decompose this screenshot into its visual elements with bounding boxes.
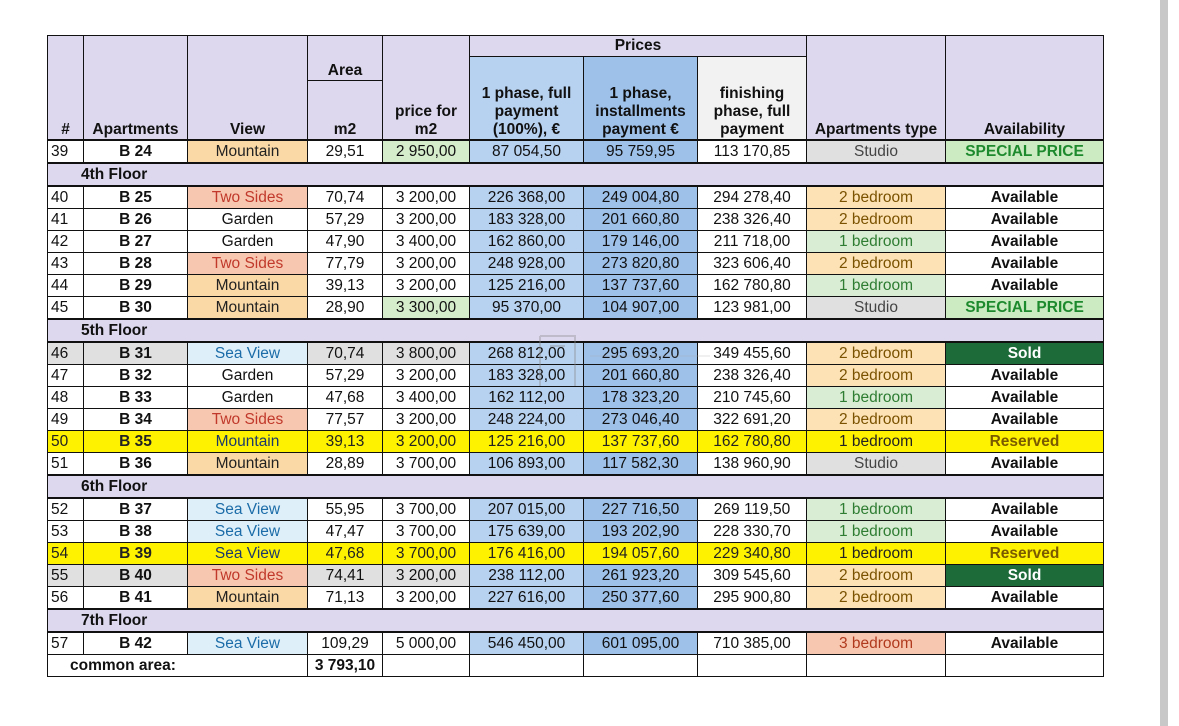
cell-view: Two Sides (188, 565, 308, 587)
cell-availability: Available (946, 365, 1104, 387)
floor-header-row (48, 609, 1104, 632)
floor-header-row (48, 163, 1104, 186)
cell-apartment-type: 2 bedroom (807, 587, 946, 610)
floor-label: 7th Floor (48, 609, 1104, 632)
cell-availability: Available (946, 186, 1104, 209)
cell-price-full: 176 416,00 (470, 543, 584, 565)
cell-view: Garden (188, 231, 308, 253)
cell-apartment-type: 3 bedroom (807, 632, 946, 655)
cell-price-finishing: 162 780,80 (698, 275, 807, 297)
cell-apartment: B 40 (84, 565, 188, 587)
cell-price-installments: 250 377,60 (584, 587, 698, 610)
apartment-row (48, 431, 1104, 453)
cell-price-full: 183 328,00 (470, 209, 584, 231)
cell-view: Mountain (188, 453, 308, 476)
cell-price-finishing: 113 170,85 (698, 140, 807, 163)
cell-apartment: B 41 (84, 587, 188, 610)
cell-price-installments: 104 907,00 (584, 297, 698, 320)
cell-area: 77,79 (308, 253, 383, 275)
cell-apartment: B 27 (84, 231, 188, 253)
cell-apartment: B 28 (84, 253, 188, 275)
header-price-m2: price for m2 (383, 36, 470, 141)
cell-apartment-type: 2 bedroom (807, 342, 946, 365)
cell-area: 57,29 (308, 209, 383, 231)
header-view: View (188, 36, 308, 141)
apartment-row (48, 453, 1104, 476)
cell-price-finishing: 322 691,20 (698, 409, 807, 431)
cell-view: Mountain (188, 431, 308, 453)
apartment-row (48, 140, 1104, 163)
cell-apartment-type: 2 bedroom (807, 565, 946, 587)
cell-view: Sea View (188, 498, 308, 521)
cell-price-m2: 3 200,00 (383, 275, 470, 297)
cell-apartment: B 35 (84, 431, 188, 453)
cell-view: Two Sides (188, 409, 308, 431)
cell-price-installments: 273 820,80 (584, 253, 698, 275)
cell-price-m2: 3 200,00 (383, 565, 470, 587)
cell-price-finishing: 138 960,90 (698, 453, 807, 476)
cell-availability: Sold (946, 565, 1104, 587)
cell-price-finishing: 238 326,40 (698, 365, 807, 387)
cell-price-m2: 3 700,00 (383, 498, 470, 521)
cell-apartment-type: Studio (807, 297, 946, 320)
cell-number: 52 (48, 498, 84, 521)
cell-number: 48 (48, 387, 84, 409)
cell-price-m2: 3 800,00 (383, 342, 470, 365)
cell-price-finishing: 309 545,60 (698, 565, 807, 587)
cell-apartment-type: 1 bedroom (807, 275, 946, 297)
cell-apartment-type: 2 bedroom (807, 186, 946, 209)
apartment-row (48, 565, 1104, 587)
cell-area: 39,13 (308, 275, 383, 297)
cell-number: 57 (48, 632, 84, 655)
cell-apartment: B 39 (84, 543, 188, 565)
cell-availability: Available (946, 209, 1104, 231)
cell-price-installments: 295 693,20 (584, 342, 698, 365)
cell-view: Two Sides (188, 186, 308, 209)
cell-apartment: B 42 (84, 632, 188, 655)
cell-price-m2: 3 200,00 (383, 365, 470, 387)
cell-apartment-type: 1 bedroom (807, 231, 946, 253)
cell-view: Mountain (188, 140, 308, 163)
apartment-row (48, 543, 1104, 565)
cell-price-installments: 117 582,30 (584, 453, 698, 476)
cell-price-installments: 137 737,60 (584, 275, 698, 297)
cell-number: 54 (48, 543, 84, 565)
cell-price-full: 162 112,00 (470, 387, 584, 409)
cell-apartment-type: 2 bedroom (807, 253, 946, 275)
floor-label: 5th Floor (48, 319, 1104, 342)
cell-price-full: 248 928,00 (470, 253, 584, 275)
cell-availability: Available (946, 587, 1104, 610)
cell-area: 57,29 (308, 365, 383, 387)
cell-availability: SPECIAL PRICE (946, 140, 1104, 163)
apartment-row (48, 587, 1104, 610)
cell-price-finishing: 123 981,00 (698, 297, 807, 320)
cell-number: 47 (48, 365, 84, 387)
header-finishing-phase: finishing phase, full payment (698, 57, 807, 141)
header-area-unit: m2 (308, 81, 383, 141)
cell-price-finishing: 238 326,40 (698, 209, 807, 231)
cell-price-installments: 261 923,20 (584, 565, 698, 587)
apartment-row (48, 186, 1104, 209)
cell-price-finishing: 269 119,50 (698, 498, 807, 521)
cell-area: 109,29 (308, 632, 383, 655)
cell-price-m2: 5 000,00 (383, 632, 470, 655)
cell-apartment-type: 2 bedroom (807, 365, 946, 387)
cell-price-full: 238 112,00 (470, 565, 584, 587)
cell-price-m2: 3 200,00 (383, 587, 470, 610)
cell-number: 43 (48, 253, 84, 275)
apartment-row (48, 498, 1104, 521)
header-num: # (48, 36, 84, 141)
cell-number: 50 (48, 431, 84, 453)
apartment-row (48, 231, 1104, 253)
cell-view: Sea View (188, 632, 308, 655)
cell-availability: Available (946, 275, 1104, 297)
floor-header-row (48, 475, 1104, 498)
header-prices: Prices (470, 36, 807, 57)
cell-number: 40 (48, 186, 84, 209)
cell-area: 47,68 (308, 387, 383, 409)
cell-area: 55,95 (308, 498, 383, 521)
cell-availability: Reserved (946, 431, 1104, 453)
cell-price-installments: 179 146,00 (584, 231, 698, 253)
cell-view: Mountain (188, 275, 308, 297)
apartment-row (48, 387, 1104, 409)
cell-apartment-type: 1 bedroom (807, 543, 946, 565)
cell-apartment: B 37 (84, 498, 188, 521)
cell-price-full: 546 450,00 (470, 632, 584, 655)
page-scrollbar[interactable] (1160, 0, 1168, 726)
cell-price-full: 162 860,00 (470, 231, 584, 253)
cell-price-installments: 95 759,95 (584, 140, 698, 163)
cell-availability: Available (946, 632, 1104, 655)
cell-price-m2: 3 700,00 (383, 453, 470, 476)
cell-number: 49 (48, 409, 84, 431)
cell-price-installments: 601 095,00 (584, 632, 698, 655)
cell-area: 77,57 (308, 409, 383, 431)
cell-price-installments: 193 202,90 (584, 521, 698, 543)
cell-price-m2: 3 300,00 (383, 297, 470, 320)
cell-apartment-type: Studio (807, 140, 946, 163)
header-phase-full: 1 phase, full payment (100%), € (470, 57, 584, 141)
cell-price-installments: 178 323,20 (584, 387, 698, 409)
cell-number: 55 (48, 565, 84, 587)
cell-price-m2: 3 200,00 (383, 409, 470, 431)
cell-area: 28,90 (308, 297, 383, 320)
cell-price-full: 125 216,00 (470, 431, 584, 453)
cell-apartment-type: 1 bedroom (807, 431, 946, 453)
cell-price-full: 207 015,00 (470, 498, 584, 521)
cell-apartment-type: 2 bedroom (807, 409, 946, 431)
cell-price-m2: 3 700,00 (383, 543, 470, 565)
apartment-row (48, 275, 1104, 297)
cell-price-finishing: 211 718,00 (698, 231, 807, 253)
cell-price-full: 248 224,00 (470, 409, 584, 431)
cell-apartment-type: Studio (807, 453, 946, 476)
cell-apartment: B 34 (84, 409, 188, 431)
cell-price-finishing: 349 455,60 (698, 342, 807, 365)
cell-availability: Available (946, 521, 1104, 543)
cell-availability: Available (946, 253, 1104, 275)
header-apt-type: Apartments type (807, 36, 946, 141)
cell-number: 51 (48, 453, 84, 476)
cell-availability: Available (946, 231, 1104, 253)
cell-price-finishing: 710 385,00 (698, 632, 807, 655)
cell-price-installments: 201 660,80 (584, 365, 698, 387)
apartment-row (48, 342, 1104, 365)
cell-price-m2: 3 400,00 (383, 387, 470, 409)
header-phase-installments: 1 phase, installments payment € (584, 57, 698, 141)
cell-apartment: B 36 (84, 453, 188, 476)
cell-area: 74,41 (308, 565, 383, 587)
cell-price-m2: 3 400,00 (383, 231, 470, 253)
cell-area: 29,51 (308, 140, 383, 163)
cell-price-full: 183 328,00 (470, 365, 584, 387)
cell-area: 39,13 (308, 431, 383, 453)
cell-apartment-type: 1 bedroom (807, 521, 946, 543)
cell-number: 53 (48, 521, 84, 543)
cell-price-full: 268 812,00 (470, 342, 584, 365)
cell-view: Garden (188, 365, 308, 387)
cell-number: 46 (48, 342, 84, 365)
cell-apartment: B 30 (84, 297, 188, 320)
cell-apartment: B 24 (84, 140, 188, 163)
cell-availability: Available (946, 498, 1104, 521)
apartments-price-table (47, 35, 1104, 677)
cell-area: 28,89 (308, 453, 383, 476)
cell-price-finishing: 323 606,40 (698, 253, 807, 275)
cell-number: 56 (48, 587, 84, 610)
cell-apartment: B 25 (84, 186, 188, 209)
cell-view: Two Sides (188, 253, 308, 275)
apartment-row (48, 297, 1104, 320)
cell-price-finishing: 162 780,80 (698, 431, 807, 453)
cell-apartment-type: 1 bedroom (807, 498, 946, 521)
cell-price-finishing: 294 278,40 (698, 186, 807, 209)
apartment-row (48, 209, 1104, 231)
cell-price-installments: 273 046,40 (584, 409, 698, 431)
apartment-row (48, 632, 1104, 655)
cell-price-full: 95 370,00 (470, 297, 584, 320)
cell-area: 47,47 (308, 521, 383, 543)
cell-apartment: B 38 (84, 521, 188, 543)
floor-label: 4th Floor (48, 163, 1104, 186)
cell-apartment: B 33 (84, 387, 188, 409)
cell-price-full: 87 054,50 (470, 140, 584, 163)
cell-price-installments: 227 716,50 (584, 498, 698, 521)
cell-price-m2: 3 200,00 (383, 431, 470, 453)
apartment-row (48, 521, 1104, 543)
cell-apartment: B 32 (84, 365, 188, 387)
cell-availability: Reserved (946, 543, 1104, 565)
header-apartments: Apartments (84, 36, 188, 141)
cell-price-full: 106 893,00 (470, 453, 584, 476)
cell-price-finishing: 295 900,80 (698, 587, 807, 610)
cell-number: 45 (48, 297, 84, 320)
floor-header-row (48, 319, 1104, 342)
cell-area: 71,13 (308, 587, 383, 610)
cell-price-full: 125 216,00 (470, 275, 584, 297)
cell-price-m2: 3 700,00 (383, 521, 470, 543)
cell-price-m2: 3 200,00 (383, 186, 470, 209)
cell-number: 44 (48, 275, 84, 297)
cell-availability: Sold (946, 342, 1104, 365)
cell-view: Sea View (188, 521, 308, 543)
common-area-label: common area: (48, 655, 308, 677)
cell-apartment: B 31 (84, 342, 188, 365)
cell-price-m2: 3 200,00 (383, 209, 470, 231)
cell-price-finishing: 228 330,70 (698, 521, 807, 543)
cell-view: Garden (188, 209, 308, 231)
cell-availability: Available (946, 409, 1104, 431)
cell-number: 39 (48, 140, 84, 163)
cell-view: Mountain (188, 587, 308, 610)
cell-view: Sea View (188, 342, 308, 365)
cell-price-installments: 137 737,60 (584, 431, 698, 453)
cell-number: 42 (48, 231, 84, 253)
cell-view: Garden (188, 387, 308, 409)
cell-apartment: B 26 (84, 209, 188, 231)
header-availability: Availability (946, 36, 1104, 141)
cell-area: 47,90 (308, 231, 383, 253)
cell-view: Sea View (188, 543, 308, 565)
cell-price-full: 227 616,00 (470, 587, 584, 610)
floor-label: 6th Floor (48, 475, 1104, 498)
cell-price-finishing: 229 340,80 (698, 543, 807, 565)
cell-apartment-type: 2 bedroom (807, 209, 946, 231)
header-area: Area (308, 36, 383, 81)
common-area-value: 3 793,10 (308, 655, 383, 677)
cell-apartment-type: 1 bedroom (807, 387, 946, 409)
cell-availability: SPECIAL PRICE (946, 297, 1104, 320)
cell-view: Mountain (188, 297, 308, 320)
cell-price-installments: 194 057,60 (584, 543, 698, 565)
cell-price-full: 175 639,00 (470, 521, 584, 543)
cell-price-installments: 249 004,80 (584, 186, 698, 209)
apartment-row (48, 409, 1104, 431)
cell-price-m2: 3 200,00 (383, 253, 470, 275)
apartment-row (48, 253, 1104, 275)
cell-apartment: B 29 (84, 275, 188, 297)
apartment-row (48, 365, 1104, 387)
cell-area: 47,68 (308, 543, 383, 565)
cell-price-full: 226 368,00 (470, 186, 584, 209)
cell-price-installments: 201 660,80 (584, 209, 698, 231)
cell-availability: Available (946, 453, 1104, 476)
cell-availability: Available (946, 387, 1104, 409)
cell-price-m2: 2 950,00 (383, 140, 470, 163)
cell-price-finishing: 210 745,60 (698, 387, 807, 409)
cell-area: 70,74 (308, 342, 383, 365)
cell-area: 70,74 (308, 186, 383, 209)
cell-number: 41 (48, 209, 84, 231)
